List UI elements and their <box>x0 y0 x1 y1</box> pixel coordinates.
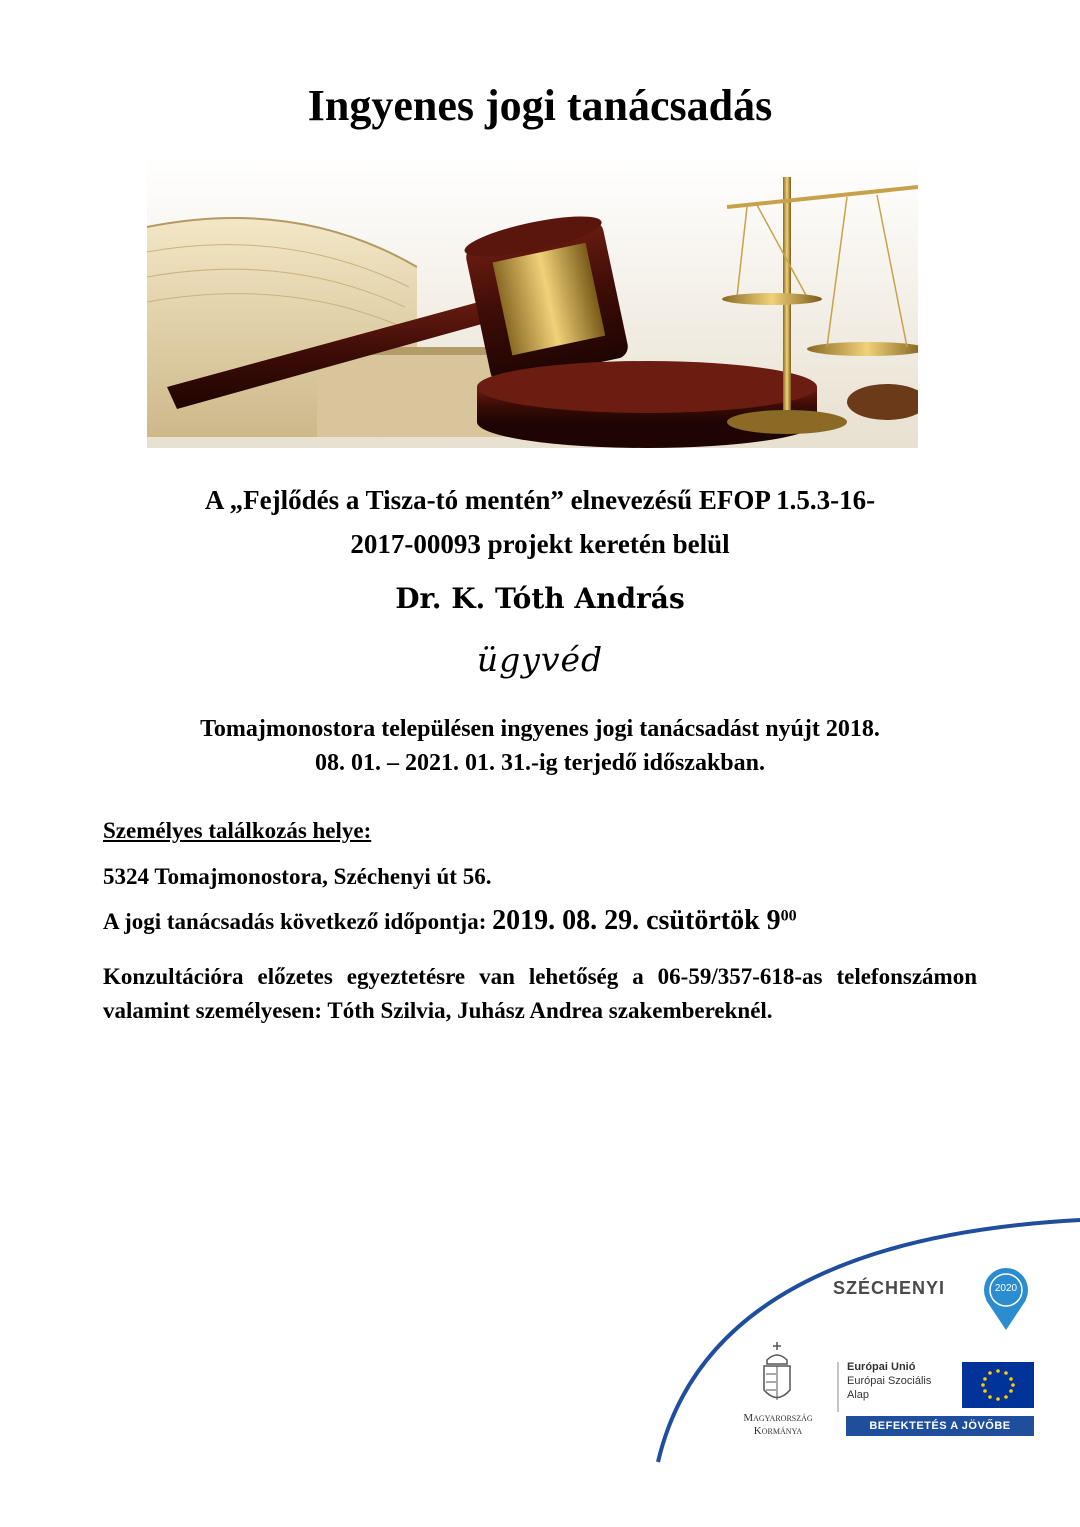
slogan-banner: BEFEKTETÉS A JÖVŐBE <box>846 1416 1034 1436</box>
eu-fund-line-2: Alap <box>847 1389 870 1401</box>
service-line-1: Tomajmonostora településen ingyenes jogi tanácsadást nyújt 2018. <box>200 716 880 742</box>
next-appointment-date: 2019. 08. 29. csütörtök 9 <box>492 905 781 936</box>
next-appointment <box>103 905 977 937</box>
lawyer-name: Dr. K. Tóth András <box>395 582 685 615</box>
page-title: Ingyenes jogi tanácsadás <box>307 81 773 130</box>
government-line-2: Kormánya <box>753 1425 803 1437</box>
szechenyi-pin-icon <box>984 1268 1028 1330</box>
next-appointment-label: A jogi tanácsadás következő időpontja: <box>103 909 487 934</box>
eu-title: Európai Unió <box>847 1361 916 1373</box>
next-appointment-minutes: 00 <box>780 907 797 925</box>
service-description <box>100 712 980 780</box>
eu-fund-line-1: Európai Szociális <box>847 1375 932 1387</box>
szechenyi-year: 2020 <box>994 1283 1018 1294</box>
eu-label <box>847 1360 931 1402</box>
meeting-place-label: Személyes találkozás helye: <box>103 818 372 843</box>
szechenyi-wordmark: SZÉCHENYI <box>833 1278 946 1298</box>
funding-logos <box>650 1200 1080 1527</box>
eu-flag-icon <box>962 1362 1034 1408</box>
project-description <box>120 478 960 566</box>
government-line-1: Magyarország <box>743 1412 813 1424</box>
gavel-scales-illustration <box>147 157 918 448</box>
project-line-2: 2017-00093 projekt keretén belül <box>350 529 730 559</box>
consultation-info: Konzultációra előzetes egyeztetésre van lehetőség a 06-59/357-618-as telefonszámon valamint személyesen: Tóth Szilvia, Juhász Andrea szakembereknél. <box>103 964 977 1023</box>
meeting-address: 5324 Tomajmonostora, Széchenyi út 56. <box>103 864 492 889</box>
hungarian-coat-of-arms-icon <box>764 1342 790 1400</box>
project-line-1: A „Fejlődés a Tisza-tó mentén” elnevezésű EFOP 1.5.3-16- <box>204 485 876 515</box>
service-line-2: 08. 01. – 2021. 01. 31.-ig terjedő időszakban. <box>315 750 765 776</box>
government-label <box>728 1412 828 1438</box>
lawyer-role: ügyvéd <box>476 640 604 679</box>
